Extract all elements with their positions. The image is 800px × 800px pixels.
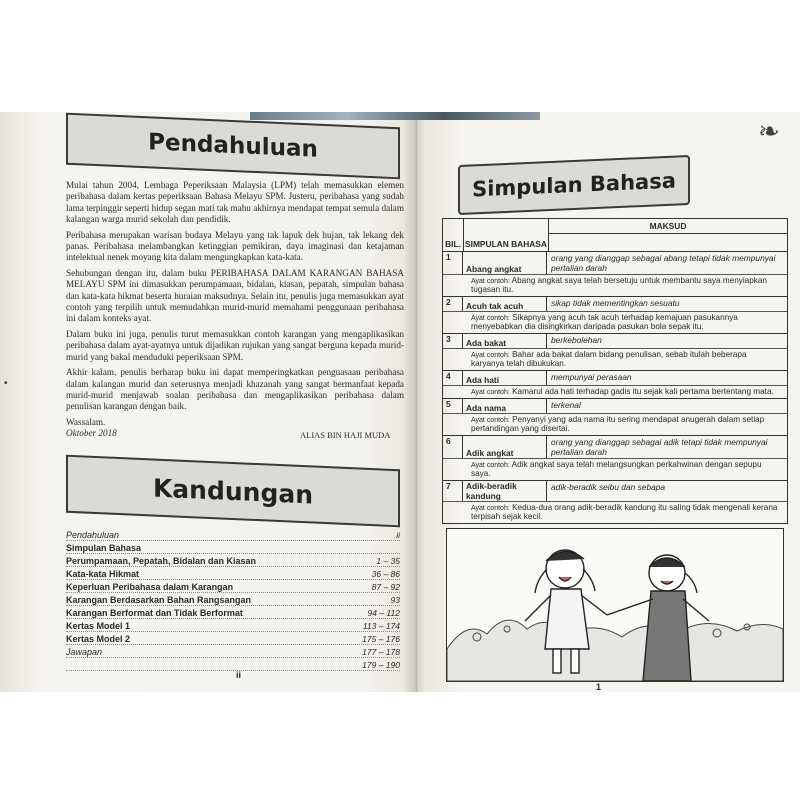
bullet-icon: • (4, 378, 8, 389)
toc-entry-title: Simpulan Bahasa (66, 543, 142, 553)
example-text: Sikapnya yang acuh tak acuh terhadap kemajuan pasukannya menyebabkan dia disingkirkan daripada pasukan bola sepak itu. (471, 313, 738, 331)
toc-row (66, 632, 400, 645)
entry-term: Ada nama (463, 399, 547, 413)
intro-paragraph: Akhir kalam, penulis berharap buku ini dapat memperingkatkan penguasaan peribahasa dalam kalangan murid dan seterusnya menjadi khazanah yang sangat bermanfaat kepada murid-murid menjawab soalan peribahasa dan mengaplikasikan peribahasa dalam penulisan karangan dengan baik. (66, 367, 404, 412)
entry-example (443, 349, 787, 371)
idiom-table (442, 218, 788, 524)
entry-meaning: mempunyai perasaan (551, 372, 632, 382)
toc-entry-title: Kertas Model 2 (66, 634, 131, 644)
toc-entry-page: 36 – 86 (371, 569, 400, 579)
author-name: ALIAS BIN HAJI MUDA (300, 430, 391, 440)
toc-entry-title: Kata-kata Hikmat (66, 569, 140, 579)
intro-paragraph: Dalam buku ini juga, penulis turut memasukkan contoh karangan yang mengaplikasikan peribahasa dalam ayat-ayatnya untuk dijadikan rujukan yang sangat berguna kepada murid-murid yang bakal menduduki peperiksaan SPM. (66, 328, 404, 362)
toc-entry-title: Jawapan (66, 647, 103, 657)
entry-number: 6 (443, 436, 463, 458)
entry-term: Ada bakat (463, 334, 547, 348)
entry-number: 5 (443, 399, 463, 413)
entry-meaning: sikap tidak mementingkan sesuatu (551, 298, 680, 308)
entry-meaning: terkenal (551, 400, 581, 410)
toc-entry-page: 177 – 178 (362, 647, 400, 657)
table-row (443, 399, 787, 436)
example-label: Ayat contoh: (471, 278, 510, 285)
entry-number: 1 (443, 252, 463, 274)
example-text: Kamarul ada hati terhadap gadis itu sejak kali pertama bertentang mata. (512, 387, 774, 396)
example-text: Bahar ada bakat dalam bidang penulisan, sebab itulah beberapa karyanya telah dibukukan. (471, 350, 747, 368)
entry-number: 3 (443, 334, 463, 348)
toc-entry-page: 175 – 176 (362, 634, 400, 644)
table-row (443, 481, 787, 523)
toc-entry-title: Keperluan Peribahasa dalam Karangan (66, 582, 234, 592)
entry-term: Ada hati (463, 371, 547, 385)
book-spine (405, 112, 427, 692)
page-number-right: 1 (596, 682, 602, 692)
toc-title: Kandungan (152, 473, 314, 509)
example-text: Penyanyi yang ada nama itu sering mendapat anugerah dalam setiap pertandingan yang disertai. (471, 415, 765, 433)
entry-number: 2 (443, 297, 463, 311)
intro-paragraph: Sehubungan dengan itu, dalam buku PERIBAHASA DALAM KARANGAN BAHASA MELAYU SPM ini dimasukkan perumpamaan, bidalan, kiasan, pepatah, simpulan bahasa dan kata-kata hikmat beserta huraian maksudnya. Selain itu, penulis juga memasukkan ayat contoh yang terpilih untuk memudahkan murid-murid memahami penggunaan peribahasa ini dalam konteks ayat. (66, 267, 404, 324)
section-title-banner (458, 155, 690, 215)
table-body (443, 252, 787, 523)
toc-entry-page: ii (396, 530, 400, 540)
example-text: Abang angkat saya telah bersetuju untuk membantu saya menyiapkan tugasan itu. (471, 276, 767, 294)
intro-date: Oktober 2018 (66, 428, 117, 439)
table-row (443, 297, 787, 334)
entry-term: Acuh tak acuh (463, 297, 547, 311)
toc-entry-title: Karangan Berdasarkan Bahan Rangsangan (66, 595, 252, 605)
toc-row (66, 528, 400, 541)
example-label: Ayat contoh: (471, 462, 510, 469)
children-illustration (446, 528, 784, 682)
toc-entry-page: 87 – 92 (371, 582, 400, 592)
entry-example (443, 459, 787, 481)
toc-row (66, 567, 400, 580)
entry-example (443, 414, 787, 436)
background-object (250, 112, 540, 120)
intro-paragraph: Peribahasa merupakan warisan budaya Melayu yang tak lapuk dek hujan, tak lekang dek panas. Peribahasa melambangkan ketinggian pemikiran, daya imaginasi dan ketajaman intelektual nenek moyang kita dalam mengungkapkan kata-kata. (66, 229, 404, 263)
toc-entry-page: 94 – 112 (367, 608, 400, 618)
header-no: BIL. (443, 219, 464, 251)
table-row (443, 436, 787, 481)
entry-number: 7 (443, 481, 463, 501)
page-number-left: ii (236, 670, 242, 680)
illustration-drawing (447, 529, 783, 681)
toc-entry-page: 179 – 190 (362, 660, 400, 670)
toc-row (66, 593, 400, 606)
entry-meaning: orang yang dianggap sebagai abang tetapi tidak mempunyai pertalian darah (551, 253, 776, 273)
table-header (443, 219, 787, 252)
example-label: Ayat contoh: (471, 389, 510, 396)
header-meaning: MAKSUD (549, 219, 787, 234)
intro-text (66, 180, 404, 440)
toc-entry-page: 113 – 174 (362, 621, 400, 631)
toc-entry-title: Karangan Berformat dan Tidak Berformat (66, 608, 243, 618)
intro-title: Pendahuluan (148, 129, 318, 163)
table-of-contents (66, 528, 400, 671)
entry-example (443, 312, 787, 334)
sign-off: Wassalam. (66, 416, 106, 427)
entry-example (443, 275, 787, 297)
toc-entry-page: 1 – 35 (376, 556, 400, 566)
header-term: SIMPULAN BAHASA (464, 219, 549, 251)
toc-entry-title: Perumpamaan, Pepatah, Bidalan dan Kiasan (66, 556, 257, 566)
example-label: Ayat contoh: (471, 505, 510, 512)
entry-example (443, 502, 787, 523)
section-title: Simpulan Bahasa (472, 168, 676, 202)
table-row (443, 334, 787, 371)
entry-meaning: orang yang dianggap sebagai adik tetapi tidak mempunyai pertalian darah (551, 437, 768, 457)
example-text: Kedua-dua orang adik-beradik kandung itu saling tidak mengenali kerana terpisah sejak kecil. (471, 503, 778, 521)
toc-row (66, 658, 400, 671)
toc-entry-page: 93 (390, 595, 400, 605)
entry-example (443, 386, 787, 399)
entry-term: Adik-beradik kandung (463, 481, 547, 501)
intro-paragraph: Mulai tahun 2004, Lembaga Peperiksaan Malaysia (LPM) telah memasukkan elemen peribahasa dalam kertas peperiksaan Bahasa Melayu SPM. Justeru, peribahasa yang sudah lama terpinggir seperti hidup segan mati tak mahu akhirnya mendapat tempat semula dalam kalangan warga murid sekolah dan pendidik. (66, 180, 404, 225)
toc-row (66, 606, 400, 619)
toc-entry-title: Kertas Model 1 (66, 621, 131, 631)
toc-row (66, 554, 400, 567)
entry-meaning: adik-beradik seibu dan sebapa (551, 482, 666, 492)
leaf-decoration-icon: ❧ (758, 116, 780, 146)
toc-row (66, 619, 400, 632)
toc-entry-title: Pendahuluan (66, 530, 120, 540)
table-row (443, 371, 787, 399)
entry-number: 4 (443, 371, 463, 385)
entry-term: Adik angkat (463, 436, 547, 458)
entry-meaning: berkebolehan (551, 335, 602, 345)
example-text: Adik angkat saya telah melangsungkan perkahwinan dengan sepupu saya. (471, 460, 762, 478)
example-label: Ayat contoh: (471, 352, 510, 359)
toc-row (66, 645, 400, 658)
toc-row (66, 541, 400, 554)
table-row (443, 252, 787, 297)
entry-term: Abang angkat (463, 252, 547, 274)
toc-row (66, 580, 400, 593)
example-label: Ayat contoh: (471, 417, 510, 424)
example-label: Ayat contoh: (471, 315, 510, 322)
